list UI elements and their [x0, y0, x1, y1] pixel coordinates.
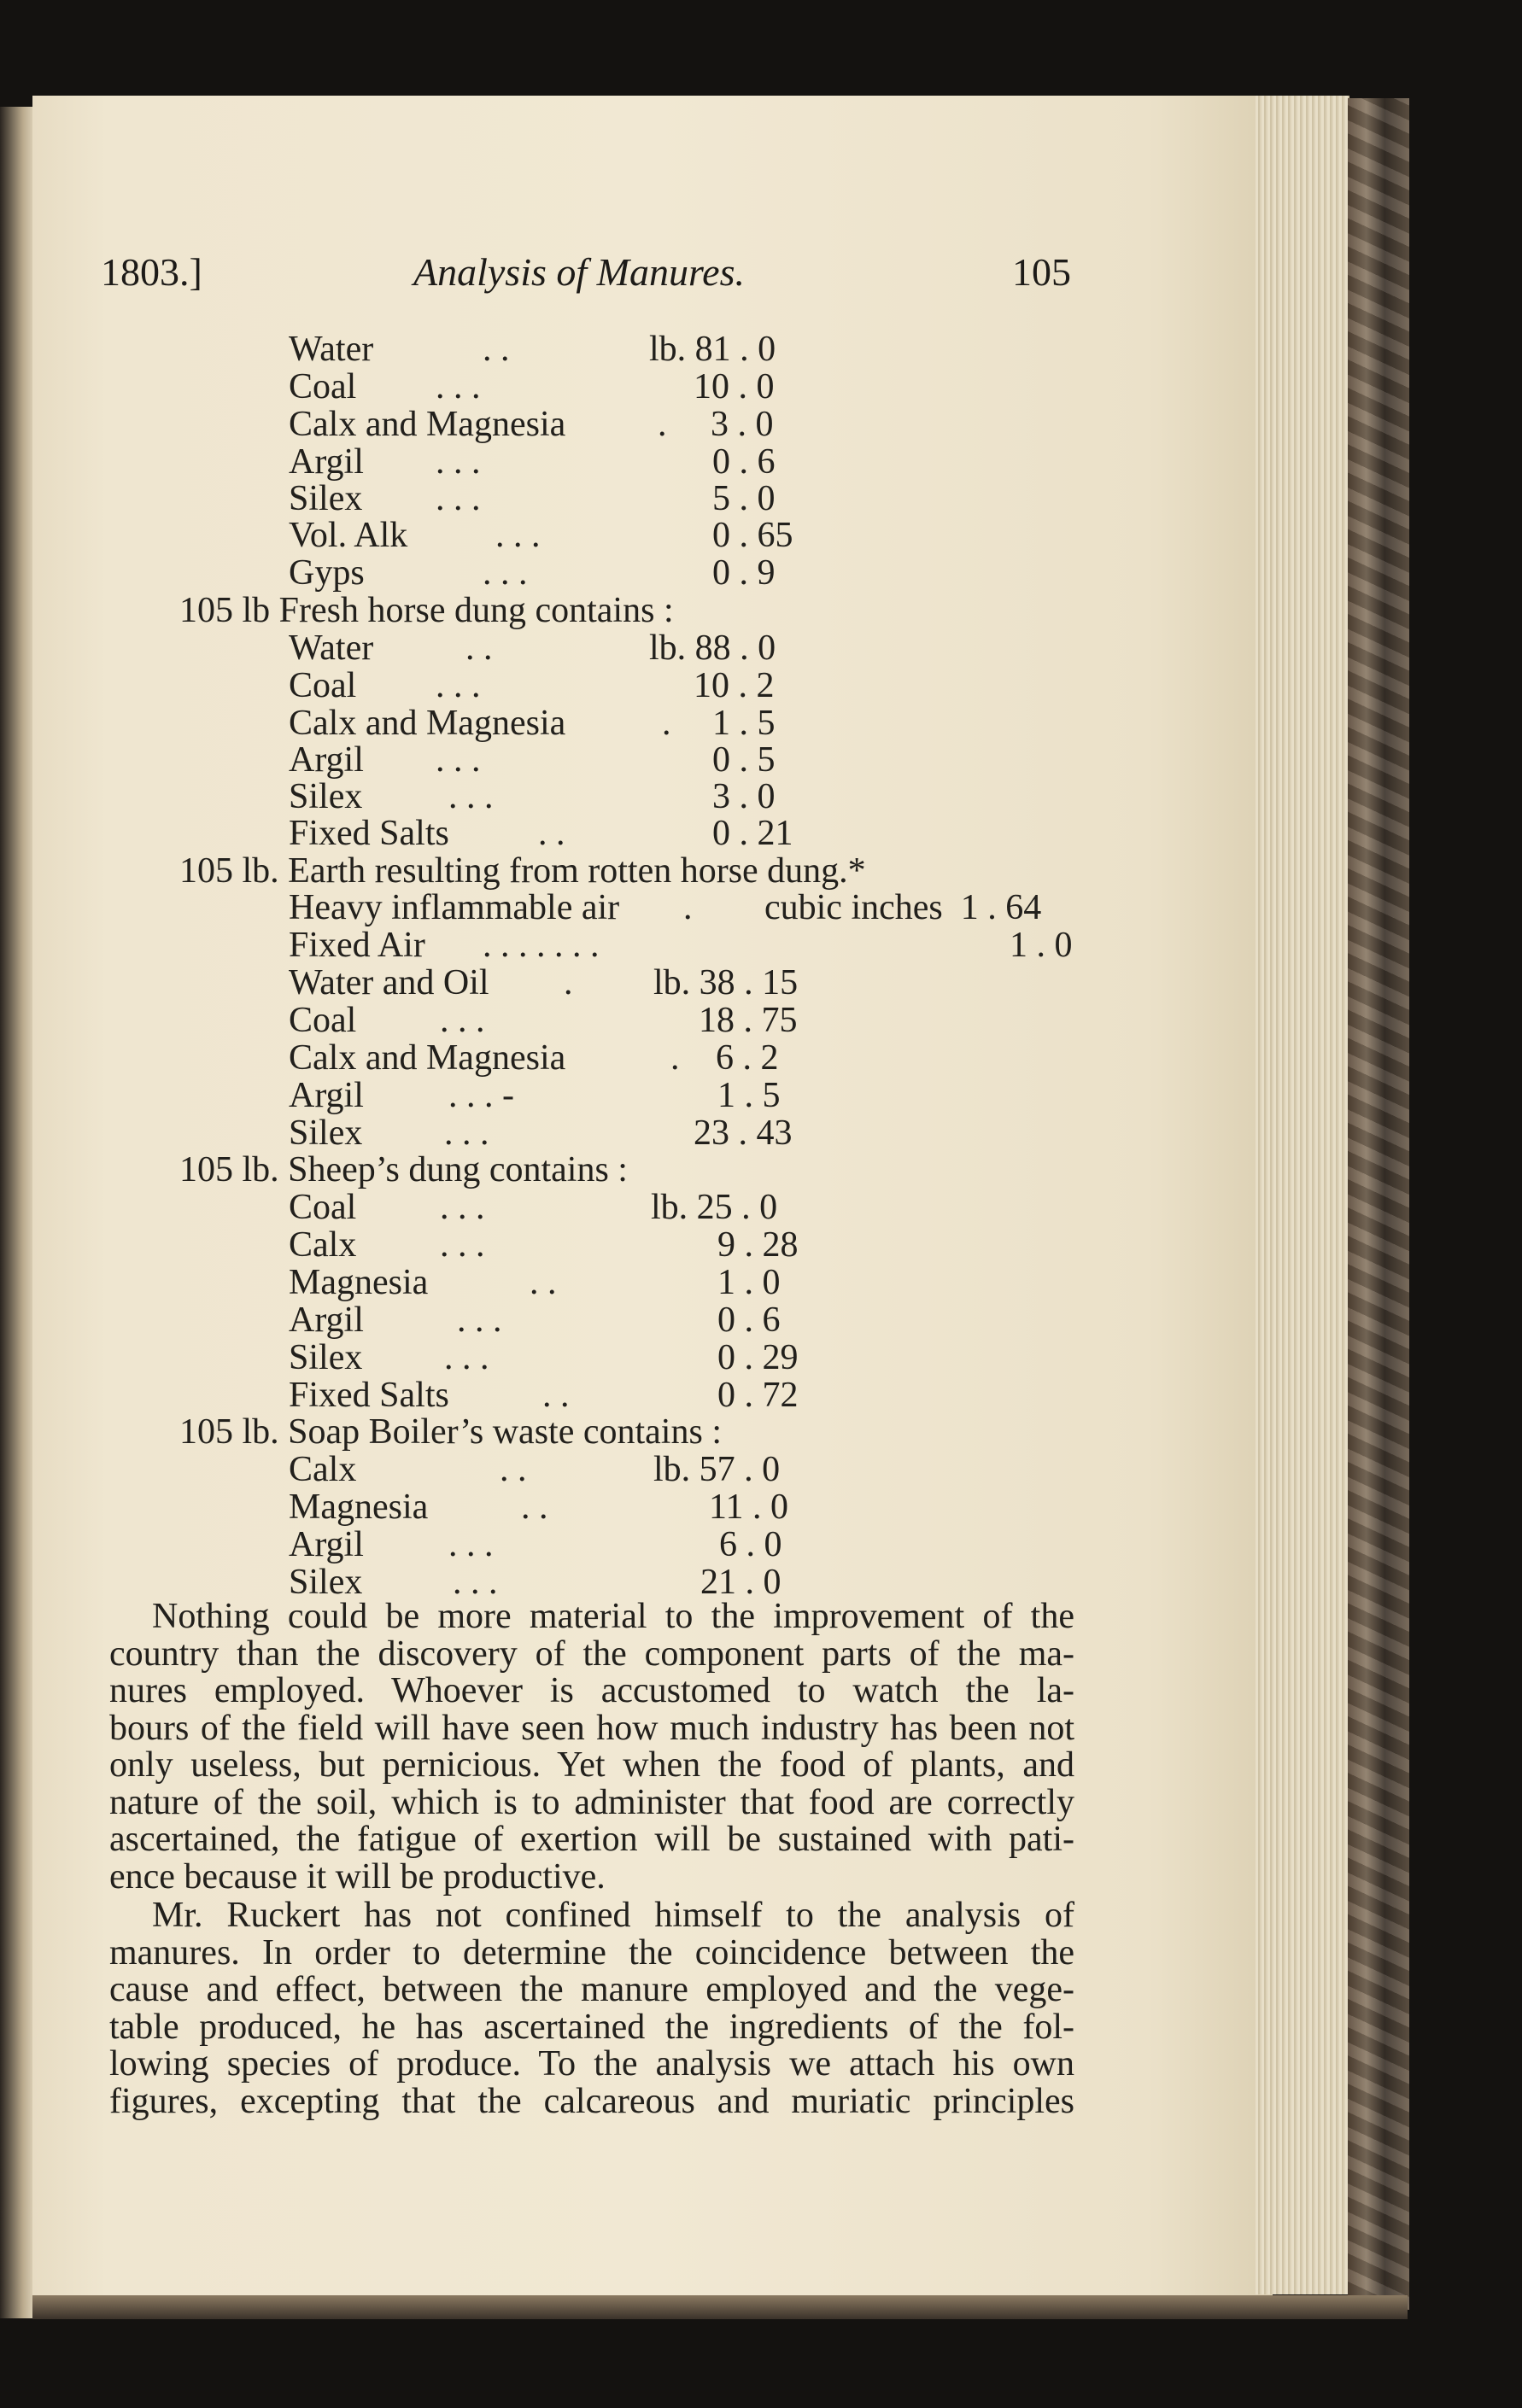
leader-dots: . . .	[436, 442, 481, 482]
table-heading: 105 lb. Sheep’s dung contains :	[179, 1150, 628, 1189]
table-row-item: Silex	[289, 777, 363, 816]
table-row-value: 9 . 28	[717, 1225, 799, 1265]
table-row-item: Calx and Magnesia	[289, 405, 566, 444]
leader-dots: . . .	[440, 1001, 485, 1040]
leader-dots: . .	[542, 1376, 570, 1415]
table-row-value: 11 . 0	[709, 1487, 788, 1527]
table-row-value: 5 . 0	[712, 479, 776, 518]
table-row-item: Coal	[289, 367, 357, 406]
table-row-item: Argil	[289, 740, 364, 780]
table-row-value: 1 . 5	[717, 1076, 781, 1115]
paragraph-2	[109, 1897, 1074, 2120]
table-row-value: 0 . 21	[712, 814, 793, 853]
text-line: ence because it will be productive.	[109, 1856, 606, 1897]
leader-dots: . . . -	[448, 1076, 514, 1115]
table-row-item: Vol. Alk	[289, 516, 408, 555]
leader-dots: . . .	[495, 516, 541, 555]
leader-dots: . .	[483, 330, 510, 369]
text-line: nature of the soil, which is to administer that food are correctly	[109, 1782, 1074, 1822]
leader-dots: . . .	[440, 1225, 485, 1265]
table-row-value: 6 . 2	[716, 1038, 779, 1078]
leader-dots: . .	[500, 1450, 527, 1489]
text-line: manures. In order to determine the coincidence between the	[109, 1932, 1074, 1973]
leader-dots: . . .	[457, 1300, 502, 1340]
table-row-item: Argil	[289, 1300, 364, 1340]
leader-dots: .	[662, 704, 671, 743]
table-heading: 105 lb. Soap Boiler’s waste contains :	[179, 1412, 722, 1452]
table-row-value: 0 . 29	[717, 1338, 799, 1377]
leader-dots: . . .	[444, 1113, 489, 1153]
table-row-item: Magnesia	[289, 1487, 429, 1527]
table-row-value: lb. 88 . 0	[649, 628, 776, 668]
table-row-item: Coal	[289, 1001, 357, 1040]
table-row-value: 1 . 5	[712, 704, 776, 743]
table-row-item: Fixed Air	[289, 926, 425, 965]
leader-dots: . . .	[453, 1563, 498, 1602]
table-row-item: Argil	[289, 1525, 364, 1564]
table-row-item: Silex	[289, 1338, 363, 1377]
table-row-value: 18 . 75	[699, 1001, 798, 1040]
text-line: Nothing could be more material to the improvement of the	[152, 1597, 1074, 1636]
page-number: 105	[1012, 250, 1071, 294]
table-row-value: 3 . 0	[712, 777, 776, 816]
table-row-item: Argil	[289, 1076, 364, 1115]
leader-dots: . .	[538, 814, 565, 853]
leader-dots: . . .	[436, 740, 481, 780]
text-line: bours of the field will have seen how much industry has been not	[109, 1708, 1074, 1748]
text-line: table produced, he has ascertained the ingredients of the fol-	[109, 2007, 1074, 2047]
leader-dots: .	[683, 888, 693, 927]
table-row-item: Coal	[289, 1188, 357, 1227]
table-row-value: 3 . 0	[711, 405, 774, 444]
leader-dots: . . .	[436, 367, 481, 406]
page-fore-edge	[1256, 96, 1349, 2294]
running-head-title: Analysis of Manures.	[413, 250, 745, 294]
table-row-value: 6 . 0	[719, 1525, 782, 1564]
leader-dots: . .	[521, 1487, 548, 1527]
table-row-value: 0 . 9	[712, 553, 776, 593]
text-line: country than the discovery of the component parts of the ma-	[109, 1634, 1074, 1674]
table-row-value: lb. 57 . 0	[653, 1450, 781, 1489]
leader-dots: . . .	[448, 777, 494, 816]
table-row-item: Silex	[289, 479, 363, 518]
table-row-item: Water	[289, 628, 374, 668]
leader-dots: . . .	[448, 1525, 494, 1564]
table-row-item: Calx and Magnesia	[289, 704, 566, 743]
table-row-item: Silex	[289, 1563, 363, 1602]
table-row-item: Water	[289, 330, 374, 369]
table-row-item: Fixed Salts	[289, 1376, 449, 1415]
leader-dots: . .	[465, 628, 493, 668]
table-row-value: 23 . 43	[694, 1113, 793, 1153]
table-row-value: 1 . 0	[717, 1263, 781, 1302]
table-row-value: 1 . 0	[1010, 926, 1073, 965]
table-row-value: lb. 38 . 15	[653, 963, 799, 1002]
book-bottom-edge	[32, 2295, 1408, 2319]
table-row-value: 10 . 0	[694, 367, 775, 406]
left-page-edge	[0, 107, 32, 2318]
leader-dots: . . .	[444, 1338, 489, 1377]
table-row-item: Magnesia	[289, 1263, 429, 1302]
table-row-value: cubic inches 1 . 64	[764, 888, 1042, 927]
table-row-item: Calx	[289, 1225, 357, 1265]
table-row-value: 0 . 65	[712, 516, 793, 555]
table-row-value: 0 . 5	[712, 740, 776, 780]
marbled-cover	[1348, 98, 1409, 2310]
running-head-year: 1803.]	[101, 250, 202, 294]
table-row-value: 0 . 6	[712, 442, 776, 482]
leader-dots: . . .	[483, 553, 528, 593]
leader-dots: . . .	[440, 1188, 485, 1227]
table-row-item: Fixed Salts	[289, 814, 449, 853]
text-line: cause and effect, between the manure employed and the vege-	[109, 1970, 1074, 2009]
text-line: lowing species of produce. To the analysis we attach his own	[109, 2044, 1074, 2084]
leader-dots: . . .	[436, 666, 481, 705]
table-row-item: Silex	[289, 1113, 363, 1153]
table-row-value: 0 . 6	[717, 1300, 781, 1340]
leader-dots: .	[658, 405, 667, 444]
text-line: figures, excepting that the calcareous and muriatic principles	[109, 2081, 1074, 2121]
table-row-item: Heavy inflammable air	[289, 888, 620, 927]
table-row-value: lb. 81 . 0	[649, 330, 776, 369]
leader-dots: .	[670, 1038, 680, 1078]
leader-dots: . .	[530, 1263, 557, 1302]
leader-dots: . . .	[436, 479, 481, 518]
table-heading: 105 lb Fresh horse dung contains :	[179, 591, 674, 630]
table-heading: 105 lb. Earth resulting from rotten horse dung.*	[179, 851, 866, 891]
table-row-value: lb. 25 . 0	[651, 1188, 778, 1227]
leader-dots: . . . . . . .	[483, 926, 600, 965]
table-row-value: 0 . 72	[717, 1376, 799, 1415]
table-row-value: 10 . 2	[694, 666, 775, 705]
text-line: Mr. Ruckert has not confined himself to the analysis of	[152, 1896, 1074, 1935]
table-row-item: Calx and Magnesia	[289, 1038, 566, 1078]
table-row-item: Gyps	[289, 553, 365, 593]
text-line: only useless, but pernicious. Yet when the food of plants, and	[109, 1745, 1074, 1785]
text-line: ascertained, the fatigue of exertion will be sustained with pati-	[109, 1820, 1074, 1859]
paragraph-1	[109, 1599, 1074, 1896]
table-row-item: Argil	[289, 442, 364, 482]
table-row-item: Water and Oil	[289, 963, 489, 1002]
leader-dots: .	[564, 963, 573, 1002]
table-row-item: Coal	[289, 666, 357, 705]
table-row-value: 21 . 0	[700, 1563, 781, 1602]
table-row-item: Calx	[289, 1450, 357, 1489]
text-line: nures employed. Whoever is accustomed to watch the la-	[109, 1671, 1074, 1710]
